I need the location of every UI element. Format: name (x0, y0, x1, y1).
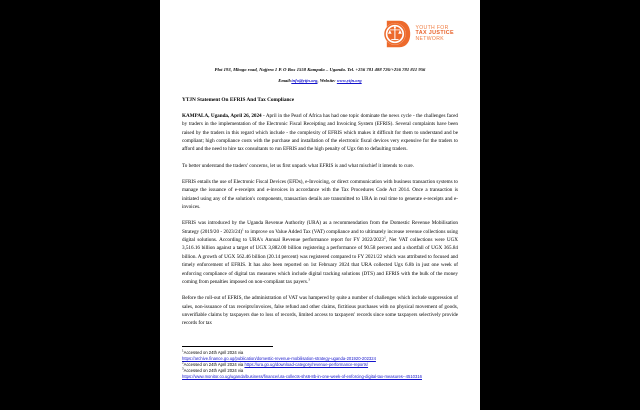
website-label: , Website: (317, 78, 337, 83)
document-title: YTJN Statement On EFRIS And Tax Compliance (182, 97, 295, 103)
dateline: KAMPALA, Uganda, April 26, 2024 (182, 113, 262, 119)
footnote-1-link[interactable]: https://archive.finance.go.ug/publication/domestic-revenue-mobilisation-strategy-uganda-201920-202324 (182, 355, 376, 361)
logo-line-1: YOUTH FOR (415, 25, 449, 32)
paragraph-4 (182, 219, 458, 286)
organisation-logo (382, 19, 455, 49)
website-link[interactable]: www.ytjn.org (336, 78, 362, 83)
paragraph-1-text: - April in the Pearl of Africa has had one topic dominate the news cycle - the challenges faced by traders in the implementation of the Electronic Fiscal Receipting and Invoicing System (EFRIS). Several complaints have been raised by the traders in this regard which include - the complexity of EFRIS which makes it difficult for them to understand and be compliant; high compliance costs with the purchase and installation of the electronic fiscal devices very expensive for the traders to afford and the need to hire tax consultants to run EFRIS and the high penalty of Ugx 6m to defaulting traders. (182, 113, 458, 153)
scales-of-justice-logo-icon (382, 19, 412, 49)
footnote-marker-1[interactable]: 1 (242, 227, 244, 232)
document-page (160, 0, 480, 410)
address-line: Plot 193, Mbogo road, Najjera 1 P. O Box 1558 Kampala – Uganda. Tel. +256 781 488 726/+256 781 811 956 (214, 67, 426, 72)
paragraph-4-part-c: , Net VAT collections were UGX 3,516.16 billion against a target of UGX 3,882.00 billion registering a performance of 90.58 percent and a shortfall of UGX 365.84 billion. A growth of UGX 562.46 billion (20.14 percent) was registered compared to FY 2021/22 which was attributed to focused and timely enforcement of EFRIS. It has also been reported on 1st February 2024 that URA collected Ugx 6.8b in just one week of enforcing compliance of digital tax measures which include digital tracking solutions (DTS) and EFRIS with the bulk of the money coming from penalties imposed on non-compliant tax payers. (182, 237, 459, 285)
footnote-separator (182, 346, 273, 347)
footnote-3-marker: 3 (182, 366, 184, 371)
footnote-2-marker: 2 (182, 360, 184, 365)
paragraph-3: EFRIS entails the use of Electronic Fiscal Devices (EFDs), e-Invoicing, or direct communication with business transaction systems to manage the issuance of e-receipts and e-invoices in accordance with the Tax Procedures Code Act 2014. Once a transaction is initiated using any of the solution's components, transaction details are transmitted to URA in real time to generate e-receipts and e-invoices. (182, 179, 458, 211)
footnote-3 (182, 368, 458, 380)
footnote-3-text: Accessed on 24th April 2024 via (183, 367, 244, 373)
email-link[interactable]: info@ytjn.org (291, 78, 318, 83)
logo-line-3: NETWORK (415, 35, 444, 42)
footnote-marker-3[interactable]: 3 (308, 277, 310, 282)
logo-line-2: TAX JUSTICE (415, 30, 454, 37)
paragraph-4-part-a: EFRIS was introduced by the Uganda Revenue Authority (URA) as a recommendation from the Domestic Revenue Mobilisation Strategy (2019/20 - 2023/24) (182, 220, 458, 235)
footnote-marker-2[interactable]: 2 (383, 235, 386, 240)
paragraph-1 (182, 112, 458, 154)
letterhead (182, 14, 458, 54)
paragraph-4-part-b: to improve on Value Added Tax (VAT) compliance and to ultimately increase revenue collections using digital solutions. According to URA's Annual Revenue performance report for FY 2022/2023 (182, 228, 458, 244)
email-label: Email: (278, 78, 292, 83)
footnote-section (182, 346, 458, 380)
logo-wordmark (416, 26, 455, 42)
paragraph-2: To better understand the traders' concerns, let us first unpack what EFRIS is and what mischief it intends to cure. (182, 162, 414, 169)
footnote-2-link[interactable]: https://ura.go.ug/download-category/revenue-performance-reports/ (244, 361, 369, 367)
paragraph-5: Before the roll-out of EFRIS, the administration of VAT was hampered by quite a number of challenges which include suppression of sales, non-issuance of tax receipts/invoices, false refund and other claims, fictitious purchases with no physical movement of goods, unverifiable claims by taxpayers due to loss of records, limited access to taxpayers' records since some taxpayers selectively provide records for tax (182, 295, 458, 327)
email-website-line (182, 78, 458, 83)
footnote-1-text: Accessed on 24th April 2024 via (183, 349, 244, 355)
footnote-1-marker: 1 (182, 348, 184, 353)
footnote-3-link[interactable]: https://www.monitor.co.ug/uganda/business/finance/ura-collects-shs6-8b-in-one-week-of-enforcing-digital-tax-measures--4510316 (182, 373, 422, 379)
footnote-2-text: Accessed on 24th April 2024 via (183, 361, 245, 367)
